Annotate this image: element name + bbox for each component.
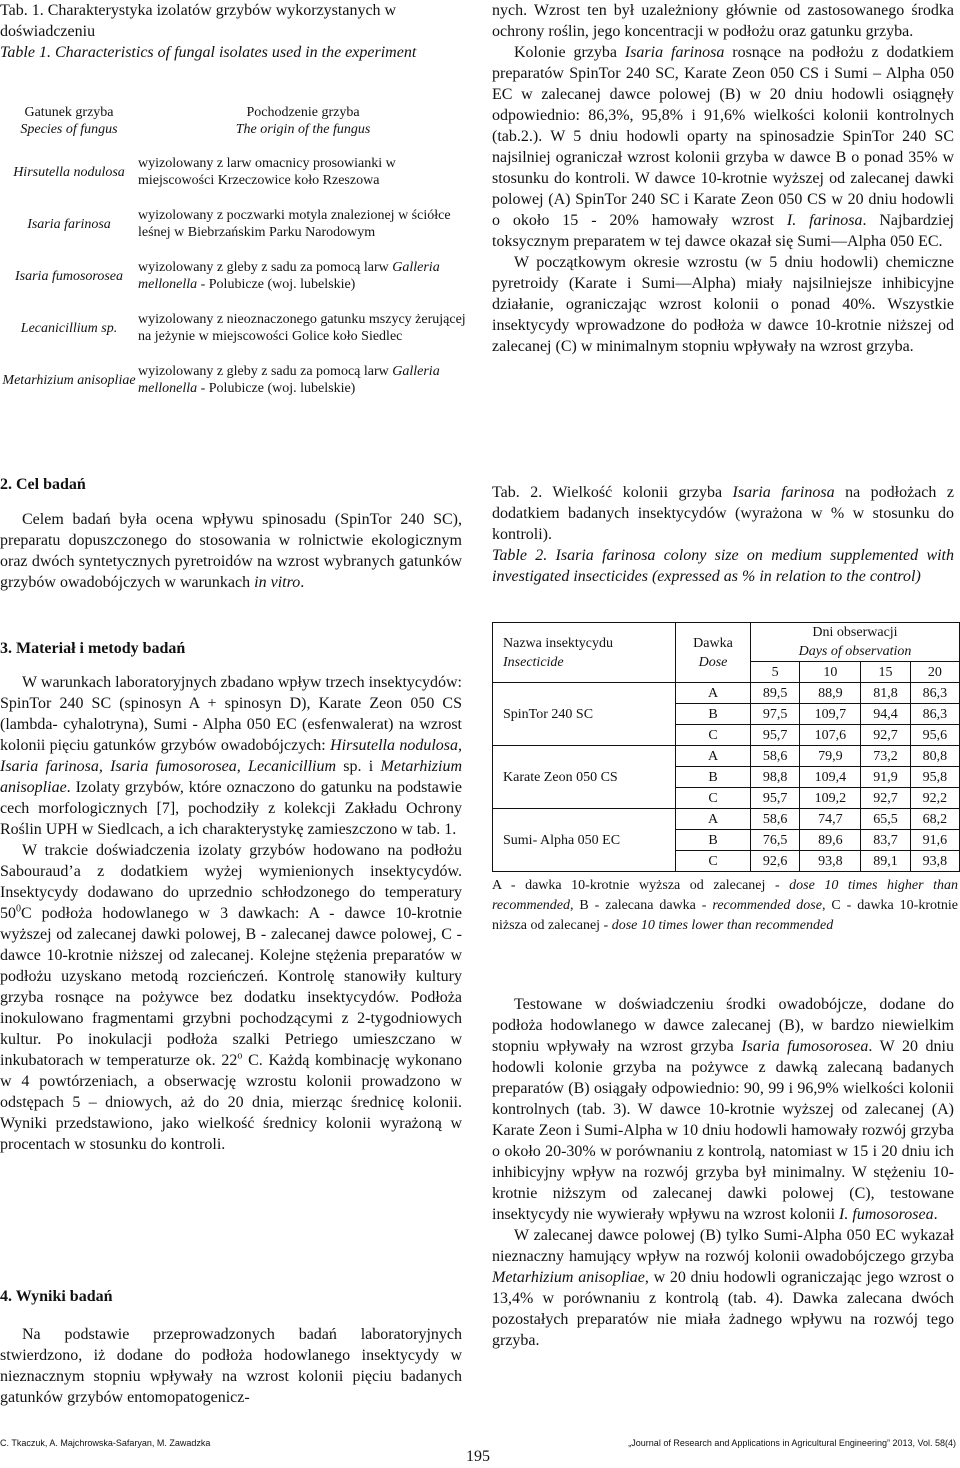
t1-species: Hirsutella nodulosa bbox=[13, 164, 125, 180]
t2-value: 94,4 bbox=[861, 704, 910, 725]
t2-dose: C bbox=[676, 851, 751, 872]
table2-caption bbox=[492, 482, 954, 587]
t2-dose: B bbox=[676, 767, 751, 788]
t2-value: 89,6 bbox=[800, 830, 861, 851]
t2-value: 83,7 bbox=[861, 830, 910, 851]
t2-dose: A bbox=[676, 683, 751, 704]
t2-value: 109,7 bbox=[800, 704, 861, 725]
right-body-top bbox=[492, 0, 954, 357]
t1-origin: wyizolowany z gleby z sadu za pomocą larw Galleria mellonella - Polubicze (woj. lubelskie) bbox=[138, 364, 440, 396]
t1-head-origin-en: The origin of the fungus bbox=[235, 122, 371, 137]
t2-dose: B bbox=[676, 704, 751, 725]
table2-caption-en: Table 2. Isaria farinosa colony size on medium supplemented with investigated insecticides (expressed as % in relation to the control) bbox=[492, 547, 954, 585]
table2-note: A - dawka 10-krotnie wyższa od zalecanej - dose 10 times higher than recommended, B - zalecana dawka - recommended dose, C - dawka 10-krotnie niższa od zalecanej - dose 10 times lower than recommended bbox=[492, 878, 959, 933]
t2-value: 89,1 bbox=[861, 851, 910, 872]
section3-paragraph-1: W warunkach laboratoryjnych zbadano wpływ trzech insektycydów: SpinTor 240 SC (spinosyn A + spinosyn D), Karate Zeon 050 CS (lambda- cyhalotryna), Sumi - Alpha 050 EC (esfenwalerat) na wzrost kolonii pięciu gatunków grzybów owadobójczych: Hirsutella nodulosa, Isaria farinosa, Isaria fumosorosea, Lecanicillium sp. i Metarhizium anisopliae. Izolaty grzybów, które oznaczono do gatunku na podstawie cech morfologicznych [7], pochodziły z kolekcji Zakładu Ochrony Roślin UPH w Siedlcach, a ich charakterystykę zamieszczono w tab. 1. bbox=[0, 674, 462, 838]
section3-body bbox=[0, 672, 462, 1155]
t2-value: 88,9 bbox=[800, 683, 861, 704]
t2-value: 89,5 bbox=[751, 683, 800, 704]
table1-row bbox=[0, 354, 468, 406]
t2-value: 76,5 bbox=[751, 830, 800, 851]
table1-row bbox=[0, 146, 468, 198]
t1-species: Isaria fumosorosea bbox=[15, 268, 123, 284]
t2-value: 93,8 bbox=[800, 851, 861, 872]
t2-dose: C bbox=[676, 725, 751, 746]
page-number: 195 bbox=[466, 1448, 490, 1465]
t2-dose: B bbox=[676, 830, 751, 851]
footer-journal: „Journal of Research and Applications in Agricultural Engineering” 2013, Vol. 58(4) bbox=[628, 1438, 956, 1448]
t1-origin: wyizolowany z nieoznaczonego gatunku mszycy żerującej na jeżynie w miejscowości Golice koło Siedlec bbox=[138, 312, 466, 344]
t2-dose: A bbox=[676, 746, 751, 767]
t2-value: 92,7 bbox=[861, 725, 910, 746]
t2-value: 86,3 bbox=[910, 704, 959, 725]
t1-origin: wyizolowany z gleby z sadu za pomocą larw Galleria mellonella - Polubicze (woj. lubelskie) bbox=[138, 260, 440, 292]
t2-value: 80,8 bbox=[910, 746, 959, 767]
t1-species: Lecanicillium sp. bbox=[20, 320, 118, 336]
t1-head-origin-pl: Pochodzenie grzyba bbox=[246, 105, 360, 120]
t2-value: 95,8 bbox=[910, 767, 959, 788]
t2-insecticide: Karate Zeon 050 CS bbox=[493, 746, 676, 809]
paragraph-pyrethroids: W początkowym okresie wzrostu (w 5 dniu hodowli) chemiczne pyretroidy (Karate i Sumi—Alpha) miały najsilniejsze inhibicyjne działanie, ograniczając wzrost kolonii o ponad 40%. Wszystkie insektycydy wprowadzone do podłoża w dawce 10-krotnie niższej od zalecanej (C) w minimalnym stopniu wpływały na wzrost grzyba. bbox=[492, 254, 954, 355]
t1-species: Isaria farinosa bbox=[27, 216, 111, 232]
t2-value: 58,6 bbox=[751, 809, 800, 830]
t2-value: 92,6 bbox=[751, 851, 800, 872]
table1-row bbox=[0, 302, 468, 354]
section2-title: 2. Cel badań bbox=[0, 476, 86, 493]
t2-head-name: Nazwa insektycydu Insecticide bbox=[493, 623, 676, 683]
table2-row bbox=[493, 809, 960, 830]
t2-value: 93,8 bbox=[910, 851, 959, 872]
t2-value: 91,6 bbox=[910, 830, 959, 851]
t2-value: 109,2 bbox=[800, 788, 861, 809]
table1-row bbox=[0, 250, 468, 302]
t2-value: 95,7 bbox=[751, 725, 800, 746]
t2-value: 74,7 bbox=[800, 809, 861, 830]
t2-value: 107,6 bbox=[800, 725, 861, 746]
t2-value: 65,5 bbox=[861, 809, 910, 830]
t2-day: 5 bbox=[751, 662, 800, 683]
right-body-bottom bbox=[492, 994, 954, 1351]
paragraph-isaria-fumosorosea: Testowane w doświadczeniu środki owadobójcze, dodane do podłoża hodowlanego w dawce zalecanej (B), w bardzo niewielkim stopniu wpływały na wzrost grzyba Isaria fumosorosea. W 20 dniu hodowli kolonie grzyba na pożywce z dawką zalecaną badanych preparatów (B) osiągały odpowiednio: 90, 99 i 96,9% wielkości kolonii kontrolnych (tab. 3). W dawce 10-krotnie wyższej od zalecanej (A) Karate Zeon i Sumi-Alpha w 10 dniu hodowli hamowały rozwój grzyba o około 20-30% w porównaniu z kontrolą, natomiast w 15 i 20 dniu ich inhibicyjny wpływ na rozwój grzyba był minimalny. W stężeniu 10-krotnie niższym od zalecanej dawki polowej (C), testowane insektycydy nie wywierały wpływu na wzrost kolonii I. fumosorosea. bbox=[492, 996, 954, 1223]
table1-row bbox=[0, 198, 468, 250]
t2-value: 73,2 bbox=[861, 746, 910, 767]
t2-value: 58,6 bbox=[751, 746, 800, 767]
section3-paragraph-2: W trakcie doświadczenia izolaty grzybów hodowano na podłożu Sabouraud’a z dodatkiem wyżej wymienionych insektycydów. Insektycydy dodawano do uprzednio schłodzonego do temperatury $50^0C$ podłoża hodowlanego w 3 dawkach: A - dawce 10-krotnie wyższej od zalecanej dawki polowej, B - zalecanej dawce polowej, C - dawce 10-krotnie niższej od zalecanej. Kolejne stężenia preparatów w podłożu uzyskano metodą rozcieńczeń. Kontrolę stanowiły kultury grzyba rosnące na pożywce bez dodatku insektycydów. Podłoża inokulowano fragmentami grzybni pochodzącymi z 2-tygodniowych kultur. Po inokulacji podłoża szalki Petriego umieszczano w inkubatorach w temperaturze ok. 22$^o$ C. Każdą kombinację wykonano w 4 powtórzeniach, a obserwację wzrostu kolonii prowadzono w odstępach 5 – dniowych, aż do 20 dnia, mierząc średnicę kolonii. Wyniki przedstawiono, jako wielkość średnicy kolonii wyrażoną w procentach w stosunku do kontroli. bbox=[0, 842, 462, 1153]
t2-value: 92,7 bbox=[861, 788, 910, 809]
section2-paragraph: Celem badań była ocena wpływu spinosadu (SpinTor 240 SC), preparatu dopuszczonego do stosowania w rolnictwie ekologicznym oraz dwóch syntetycznych pyretroidów na wzrost wybranych gatunków grzybów owadobójczych w warunkach in vitro. bbox=[0, 511, 462, 591]
table1-caption-pl: Tab. 1. Charakterystyka izolatów grzybów wykorzystanych w doświadczeniu bbox=[0, 2, 397, 40]
t2-value: 92,2 bbox=[910, 788, 959, 809]
t2-value: 97,5 bbox=[751, 704, 800, 725]
t2-day: 15 bbox=[861, 662, 910, 683]
t2-value: 95,6 bbox=[910, 725, 959, 746]
t2-insecticide: SpinTor 240 SC bbox=[493, 683, 676, 746]
t2-day: 20 bbox=[910, 662, 959, 683]
t2-value: 95,7 bbox=[751, 788, 800, 809]
t1-species: Metarhizium anisopliae bbox=[2, 372, 136, 388]
section4-paragraph: Na podstawie przeprowadzonych badań laboratoryjnych stwierdzono, iż dodane do podłoża hodowlanego insektycydy w nieznacznym stopniu wpływały na wzrost kolonii pięciu badanych gatunków grzybów entomopatogenicz- bbox=[0, 1326, 462, 1406]
footer-authors: C. Tkaczuk, A. Majchrowska-Safaryan, M. Zawadzka bbox=[0, 1438, 211, 1448]
table2-row bbox=[493, 683, 960, 704]
table2-row bbox=[493, 746, 960, 767]
table2 bbox=[492, 622, 960, 872]
t2-value: 86,3 bbox=[910, 683, 959, 704]
t1-head-species-pl: Gatunek grzyba bbox=[24, 105, 114, 120]
t2-dose: A bbox=[676, 809, 751, 830]
t2-value: 91,9 bbox=[861, 767, 910, 788]
t2-value: 79,9 bbox=[800, 746, 861, 767]
t1-origin: wyizolowany z poczwarki motyla znalezionej w ściółce leśnej w Biebrzańskim Parku Narodowym bbox=[138, 208, 451, 240]
t2-value: 98,8 bbox=[751, 767, 800, 788]
section4-title: 4. Wyniki badań bbox=[0, 1288, 113, 1305]
table1-caption-en: Table 1. Characteristics of fungal isolates used in the experiment bbox=[0, 44, 417, 61]
paragraph-metarhizium: W zalecanej dawce polowej (B) tylko Sumi-Alpha 050 EC wykazał nieznaczny hamujący wpływ na rozwój kolonii owadobójczego grzyba Metarhizium anisopliae, w 20 dniu hodowli ograniczając jego wzrost o 13,4% w porównaniu z kontrolą (tab. 4). Dawka zalecana dwóch pozostałych preparatów nie miała żadnego wpływu na rozwój tego grzyba. bbox=[492, 1227, 954, 1349]
table1 bbox=[0, 104, 468, 406]
paragraph-continued: nych. Wzrost ten był uzależniony głównie od zastosowanego środka ochrony roślin, jego koncentracji w podłożu oraz gatunku grzyba. bbox=[492, 2, 954, 40]
t2-value: 81,8 bbox=[861, 683, 910, 704]
paragraph-isaria-farinosa: Kolonie grzyba Isaria farinosa rosnące na podłożu z dodatkiem preparatów SpinTor 240 SC, Karate Zeon 050 CS i Sumi – Alpha 050 EC w zalecanej dawce polowej (B) w 20 dniu hodowli osiągnęły odpowiednio: 86,3%, 95,8% i 91,6% wielkości kolonii kontrolnych (tab.2.). W 5 dniu hodowli oparty na spinosadzie SpinTor 240 SC najsilniej ograniczał wzrost kolonii grzyba w dawce B o ponad 35% w stosunku do kontroli. W dawce 10-krotnie wyższej od zalecanej dawki polowej (A) SpinTor 240 SC i Karate Zeon 050 CS w 20 dniu hodowli o około 15 - 20% hamowały wzrost I. farinosa. Najbardziej toksycznym preparatem w tej dawce okazał się Sumi—Alpha 050 EC. bbox=[492, 44, 954, 250]
section3-title: 3. Materiał i metody badań bbox=[0, 640, 186, 657]
t2-value: 109,4 bbox=[800, 767, 861, 788]
t2-day: 10 bbox=[800, 662, 861, 683]
t2-head-dose: Dawka Dose bbox=[676, 623, 751, 683]
table2-caption-pl: Tab. 2. Wielkość kolonii grzyba Isaria farinosa na podłożach z dodatkiem badanych insektycydów (wyrażona w % w stosunku do kontroli). bbox=[492, 484, 954, 543]
t2-insecticide: Sumi- Alpha 050 EC bbox=[493, 809, 676, 872]
t2-head-days: Dni obserwacji Days of observation bbox=[751, 623, 960, 662]
t2-value: 68,2 bbox=[910, 809, 959, 830]
t1-head-species-en: Species of fungus bbox=[20, 122, 118, 137]
t1-origin: wyizolowany z larw omacnicy prosowianki w miejscowości Krzeczowice koło Rzeszowa bbox=[138, 156, 396, 188]
t2-dose: C bbox=[676, 788, 751, 809]
